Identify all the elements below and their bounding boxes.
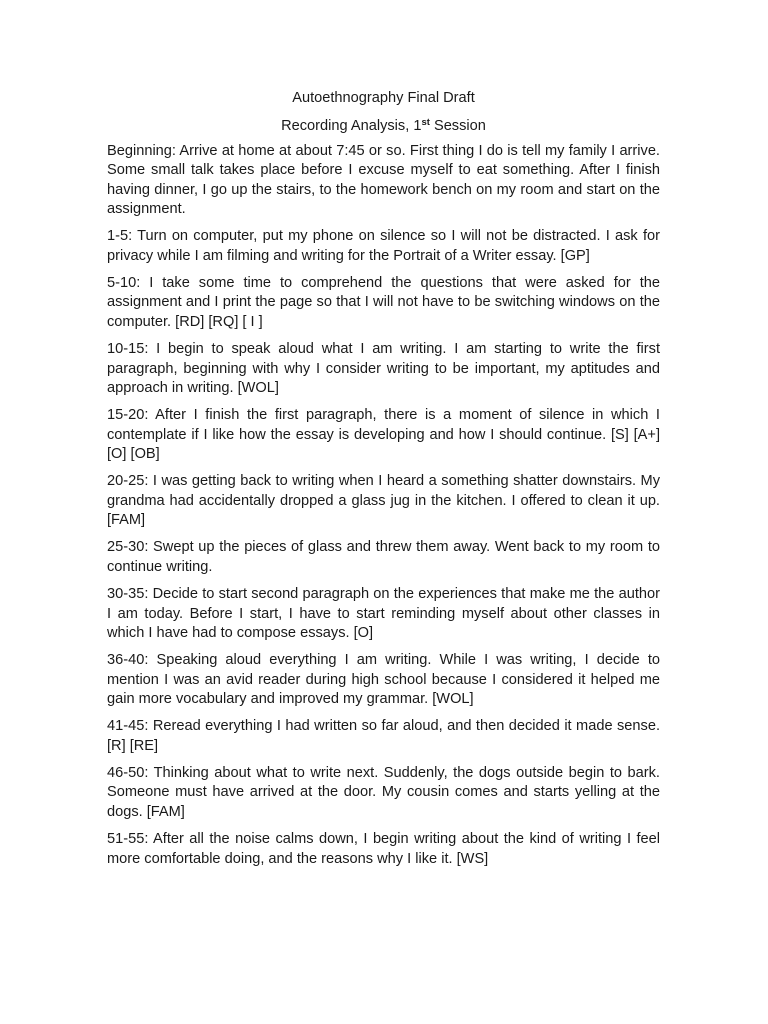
paragraph-41-45: 41-45: Reread everything I had written so far aloud, and then decided it made sense. [R] [RE] <box>107 718 660 754</box>
paragraph-30-35: 30-35: Decide to start second paragraph on the experiences that make me the author I am today. Before I start, I have to start reminding myself about other classes in which I have had to compose essays. [O] <box>107 586 660 641</box>
paragraph-51-55: 51-55: After all the noise calms down, I begin writing about the kind of writing I feel more comfortable doing, and the reasons why I like it. [WS] <box>107 831 660 867</box>
subtitle-ordinal-suffix: st <box>421 117 430 128</box>
document-page <box>107 88 660 877</box>
paragraph-25-30: 25-30: Swept up the pieces of glass and threw them away. Went back to my room to continue writing. <box>107 539 660 575</box>
document-subtitle <box>107 116 660 136</box>
paragraph-beginning: Beginning: Arrive at home at about 7:45 or so. First thing I do is tell my family I arrive. Some small talk takes place before I excuse myself to eat something. After I finish having dinner, I go up the stairs, to the homework bench on my room and start on the assignment. <box>107 143 660 217</box>
paragraph-15-20: 15-20: After I finish the first paragraph, there is a moment of silence in which I contemplate if I like how the essay is developing and how I should continue. [S] [A+] [O] [OB] <box>107 407 660 462</box>
paragraph-10-15: 10-15: I begin to speak aloud what I am writing. I am starting to write the first paragraph, beginning with why I consider writing to be important, my aptitudes and approach in writing. [WOL] <box>107 341 660 396</box>
subtitle-session: Session <box>429 118 486 134</box>
paragraph-5-10: 5-10: I take some time to comprehend the questions that were asked for the assignment and I print the page so that I will not have to be switching windows on the computer. [RD] [RQ] [ I ] <box>107 275 660 330</box>
paragraph-46-50: 46-50: Thinking about what to write next. Suddenly, the dogs outside begin to bark. Someone must have arrived at the door. My cousin comes and starts yelling at the dogs. [FAM] <box>107 765 660 820</box>
paragraph-20-25: 20-25: I was getting back to writing when I heard a something shatter downstairs. My grandma had accidentally dropped a glass jug in the kitchen. I offered to clean it up. [FAM] <box>107 473 660 528</box>
subtitle-text: Recording Analysis, 1 <box>281 118 422 134</box>
paragraph-36-40: 36-40: Speaking aloud everything I am writing. While I was writing, I decide to mention I was an avid reader during high school because I considered it helped me gain more vocabulary and improved my grammar. [WOL] <box>107 652 660 707</box>
paragraph-1-5: 1-5: Turn on computer, put my phone on silence so I will not be distracted. I ask for privacy while I am filming and writing for the Portrait of a Writer essay. [GP] <box>107 228 660 264</box>
document-title: Autoethnography Final Draft <box>292 90 475 106</box>
